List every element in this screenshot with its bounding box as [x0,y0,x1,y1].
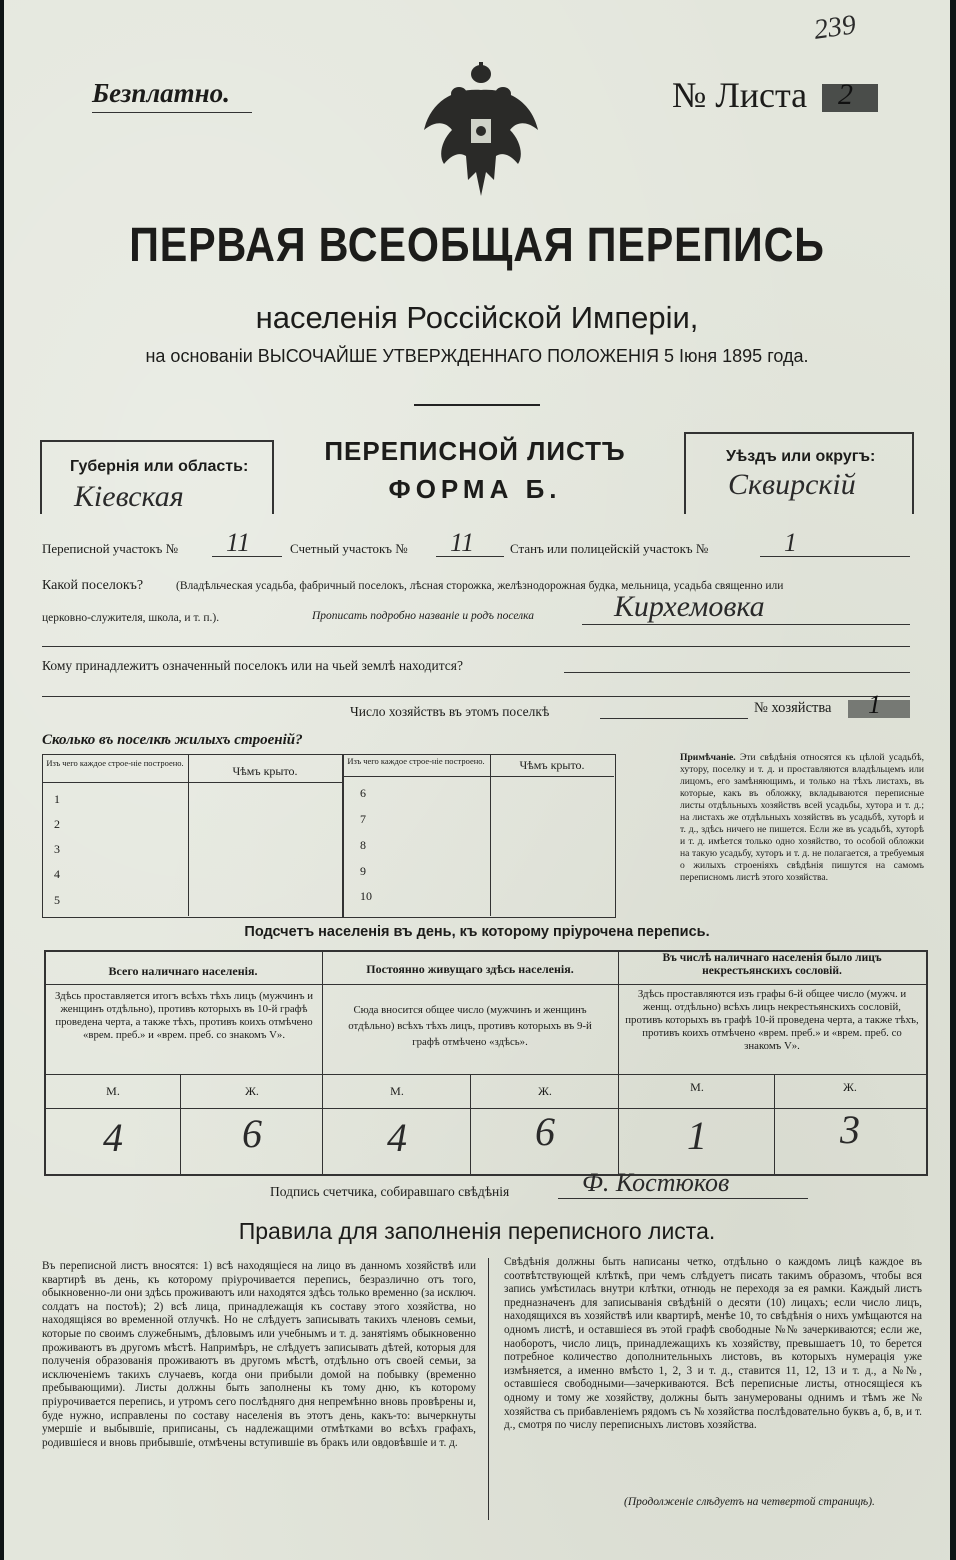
count-mf-split-1 [180,1074,181,1174]
count-col1-title: Всего наличнаго населенія. [108,964,258,978]
building-row-9: 9 [360,864,366,878]
count-col2-title: Постоянно живущаго здѣсь населенія. [366,962,574,976]
count-header-rule [44,984,926,985]
count-mf-split-3 [774,1074,775,1174]
count-m-label-3: М. [690,1080,704,1094]
main-subtitle: населенія Россійской Имперіи, [255,300,699,335]
owner-label: Кому принадлежитъ означенный поселокъ или на чьей землѣ находится? [42,658,463,673]
settlement-instruction: Прописать подробно названіе и родъ поселка [312,610,534,622]
note-block [680,752,924,884]
count-value-m-resident: 4 [387,1115,407,1160]
police-area-value: 1 [784,528,797,557]
rules-column-divider [488,1258,489,1520]
district-label: Уѣздъ или округъ: [726,448,876,465]
counting-area-underline [436,556,504,557]
free-label: Безплатно. [92,78,230,108]
count-value-f-total: 6 [242,1111,262,1156]
census-area-underline [212,556,282,557]
archive-number: 239 [811,9,858,46]
count-heading: Подсчетъ населенія въ день, къ которому пріурочена перепись. [244,924,710,940]
main-title: ПЕРВАЯ ВСЕОБЩАЯ ПЕРЕПИСЬ [129,219,825,272]
households-label: Число хозяйствъ въ этомъ поселкѣ [350,704,550,719]
count-f-label-1: Ж. [245,1084,259,1098]
buildings-col1-right: Изъ чего каждое строе-ніе построено. [347,756,485,766]
note-text: Эти свѣдѣнія относятся къ цѣлой усадьбѣ, хутору, поселку и т. д. и проставляются владѣльцемъ или лицомъ, его замѣняющимъ, и только на тѣхъ листахъ, въ которые, какъ въ обложку, вкладываются переписные листы отдѣльныхъ хозяйствъ всей усадьбы, хутора и т. д.; на листахъ же отдѣльныхъ хозяйствъ въ усадьбѣ, хуторѣ и т. д., здѣсь ничего не пишется. Если же въ усадьбѣ, хуторѣ и т. д. имѣется только одно хозяйство, то особой обложки на такую усадьбу, хуторъ и т. д. не полагается, а требуемыя о жилыхъ строеніяхъ свѣдѣнія пишутся на самомъ переписномъ листѣ этого хозяйства. [680,752,925,883]
household-number-value: 1 [868,690,881,719]
count-value-m-nonpeasant: 1 [687,1113,707,1158]
households-underline [600,718,748,719]
count-value-f-nonpeasant: 3 [840,1107,860,1152]
building-row-1: 1 [54,792,60,806]
count-col1-text: Здѣсь проставляется итогъ всѣхъ тѣхъ лицъ (мужчинъ и женщинъ отдѣльно), противъ которыхъ въ 10-й графѣ проведена черта, а также тѣхъ, противъ коихъ отмѣчено «врем. преб.» и «врем. преб. со знакомъ V». [54,990,314,1041]
free-underline [92,112,252,113]
count-col2-text: Сюда вносится общее число (мужчинъ и женщинъ отдѣльно) всѣхъ тѣхъ лицъ, противъ которыхъ въ 9-й графѣ отмѣчено «здѣсь». [348,1004,592,1048]
counting-area-label: Счетный участокъ № [290,541,408,556]
sheet-number-value: 2 [838,78,853,111]
building-row-10: 10 [360,889,372,903]
owner-line-2 [42,696,910,697]
buildings-divider-right [490,754,491,916]
form-subtitle: ФОРМА Б. [388,474,562,504]
province-label: Губернія или область: [70,458,249,475]
buildings-divider-left [188,754,189,916]
double-headed-eagle-emblem [416,60,546,200]
count-m-label-1: М. [106,1084,120,1098]
rules-heading: Правила для заполненія переписного листа. [238,1218,716,1244]
signature-value: Ф. Костюков [582,1168,730,1197]
census-area-value: 11 [226,528,251,557]
building-row-8: 8 [360,838,366,852]
count-m-label-2: М. [390,1084,404,1098]
counting-area-value: 11 [450,528,475,557]
province-value: Кіевская [74,480,184,513]
settlement-label: Какой поселокъ? [42,578,144,593]
buildings-col2-right: Чѣмъ крыто. [519,758,585,772]
census-area-label: Переписной участокъ № [42,541,179,556]
building-row-4: 4 [54,867,60,881]
count-col3-title: Въ числѣ наличнаго населенія было лицъ некрестьянскихъ сословій. [662,952,882,977]
sheet-number-label: № Листа [672,75,808,115]
owner-underline [564,672,910,673]
police-area-underline [760,556,910,557]
household-number-label: № хозяйства [754,700,832,716]
count-col3-text: Здѣсь проставляются изъ графы 6-й общее число (мужч. и женщ. отдѣльно) всѣхъ лицъ некрестьянскихъ сословій, противъ которыхъ въ графѣ 10-й проведена черта, а также тѣхъ, противъ коихъ отмѣчено «врем. преб.» и «врем. преб. со знакомъ V». [625,988,919,1052]
rules-right-column: Свѣдѣнія должны быть написаны четко, отдѣльно о каждомъ лицѣ каждое въ соотвѣтствующей клѣткѣ, при чемъ слѣдуетъ писать такимъ образомъ, чтобы вся запись умѣстилась внутри клѣтки, отнюдь не переходя за ея рамки. Каждый листъ предназначенъ для записыванія свѣдѣній о десяти (10) лицахъ; если число лицъ, находящихся въ хозяйствѣ или квартирѣ, менѣе 10, то свѣдѣнія о нихъ умѣщаются на одномъ листѣ, и оставшіеся въ этой графѣ свободные №№ зачеркиваются; если же, наоборотъ, число лицъ, принадлежащихъ къ хозяйству, превышаетъ 10, то берется потребное количество дополнительныхъ листовъ, въ которыхъ нумерація уже измѣняется, а именно вмѣсто 1, 2, 3 и т. д., ставится 11, 12, 13 и т. д., а №№, оставшіеся свободными—зачеркиваются. Всѣ переписные листы, относящіеся къ одному и тому же хозяйству, должны быть занумерованы однимъ и тѣмъ же № хозяйства съ прибавленіемъ рядомъ съ № хозяйства послѣдовательно буквъ а, б, в, и т. д., смотря по числу переписныхъ листовъ хозяйства. [504,1256,922,1432]
count-f-label-2: Ж. [538,1084,552,1098]
district-value: Сквирскій [728,468,856,501]
buildings-header-rule-left [42,782,342,783]
building-row-7: 7 [360,812,366,826]
count-value-f-resident: 6 [535,1109,555,1154]
count-mf-split-2 [470,1074,471,1174]
settlement-hint: (Владѣльческая усадьба, фабричный поселокъ, лѣсная сторожка, желѣзнодорожная будка, мельница, усадьба священно или [176,580,784,592]
buildings-table-right [342,754,616,918]
buildings-header-rule-right [342,776,614,777]
basis-text: на основаніи ВЫСОЧАЙШЕ УТВЕРЖДЕННАГО ПОЛОЖЕНІЯ 5 Іюня 1895 года. [145,346,809,366]
divider-rule [414,404,540,406]
building-row-2: 2 [54,817,60,831]
continued-note: (Продолженіе слѣдуетъ на четвертой страницѣ). [624,1496,875,1508]
building-row-5: 5 [54,893,60,907]
note-title: Примѣчаніе. [680,752,736,763]
settlement-line-2 [42,646,910,647]
count-text-rule [44,1074,926,1075]
form-title: ПЕРЕПИСНОЙ ЛИСТЪ [324,436,626,466]
signature-label: Подпись счетчика, собиравшаго свѣдѣнія [270,1184,510,1199]
scan-edge-right [950,0,956,1560]
count-f-label-3: Ж. [843,1080,857,1094]
signature-underline [558,1198,808,1199]
police-area-label: Станъ или полицейскій участокъ № [510,541,709,556]
rules-left-column: Въ переписной листъ вносятся: 1) всѣ находящіеся на лицо въ данномъ хозяйствѣ или квартирѣ въ день, къ которому пріурочивается перепись, безразлично отъ того, обыкновенно-ли они здѣсь проживаютъ или находятся здѣсь только временно (за исключ. солдатъ на постоѣ); 2) всѣ лица, принадлежащія къ составу этого хозяйства, но находящіяся во временной отлучкѣ. Но не слѣдуетъ записывать такихъ членовъ семьи, которые по своимъ служебнымъ, дѣловымъ или учебнымъ и т. д. занятіямъ обыкновенно проживаютъ въ другомъ мѣстѣ. Напримѣръ, не слѣдуетъ записывать дѣтей, которыя для полученія образованія проживаютъ въ другомъ мѣстѣ, отдѣльно отъ своей семьи, за исключеніемъ такихъ случаевъ, когда они прибыли домой на побывку (временно пребывающими). Листы должны быть заполнены къ тому дню, къ которому пріурочивается перепись, и утромъ сего послѣдняго дня непремѣнно вновь провѣрены и, буде нужно, исправлены по составу населенія въ этотъ день, какъ-то: вычеркнуты умершіе и выбывшіе, приписаны, съ надлежащими отмѣтками во всѣхъ графахъ, родившіеся и вновь прибывшіе, отмѣчены вступившіе въ бракъ или овдовѣвшіе и т. д. [42,1260,476,1449]
building-row-3: 3 [54,842,60,856]
census-sheet [4,0,950,1560]
buildings-col2-left: Чѣмъ крыто. [232,764,298,778]
settlement-hint-2: церковно-служителя, школа, и т. п.). [42,612,220,624]
settlement-underline [582,624,910,625]
settlement-value: Кирхемовка [614,590,765,623]
buildings-col1-left: Изъ чего каждое строе-ніе построено. [46,758,184,768]
count-value-m-total: 4 [103,1115,123,1160]
building-row-6: 6 [360,786,366,800]
buildings-label: Сколько въ поселкѣ жилыхъ строеній? [42,732,303,748]
